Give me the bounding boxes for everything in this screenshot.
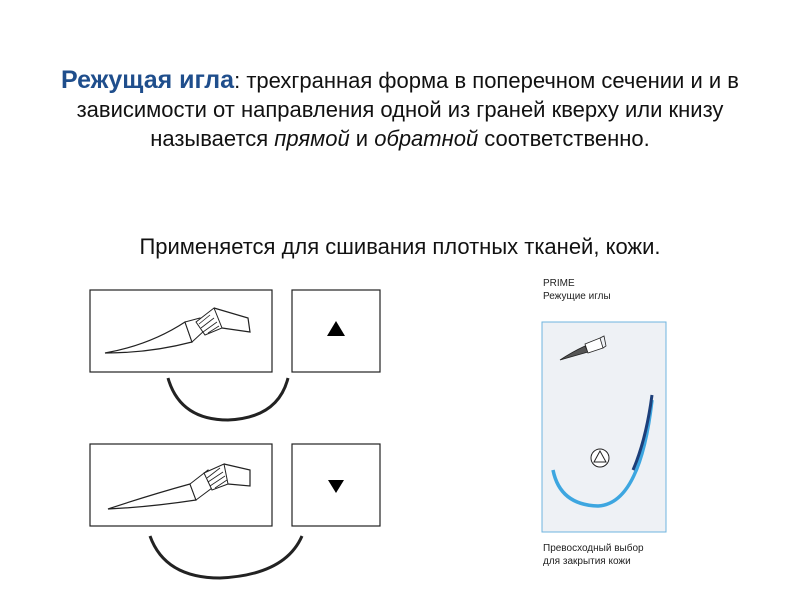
card-caption-line1: Превосходный выбор xyxy=(543,543,644,554)
term-cutting-needle: Режущая игла xyxy=(61,66,235,94)
product-card xyxy=(542,322,666,532)
term-reverse: обратной xyxy=(374,126,479,151)
card-caption xyxy=(543,542,644,568)
definition-tail: соответственно. xyxy=(478,126,650,151)
conjunction: и xyxy=(349,126,375,151)
card-caption-line2: для закрытия кожи xyxy=(543,556,631,567)
card-header xyxy=(543,277,611,303)
card-brand: PRIME xyxy=(543,278,575,289)
application-paragraph: Применяется для сшивания плотных тканей, кожи. xyxy=(139,234,661,259)
straight-cutting-diagram xyxy=(90,290,380,420)
card-subtitle: Режущие иглы xyxy=(543,291,611,302)
term-straight: прямой xyxy=(274,126,350,151)
definition-text: : трехгранная форма в поперечном сечении и и в зависимости от направления одной из граней кверху или книзу называется xyxy=(76,68,739,151)
reverse-cutting-diagram xyxy=(90,444,380,578)
